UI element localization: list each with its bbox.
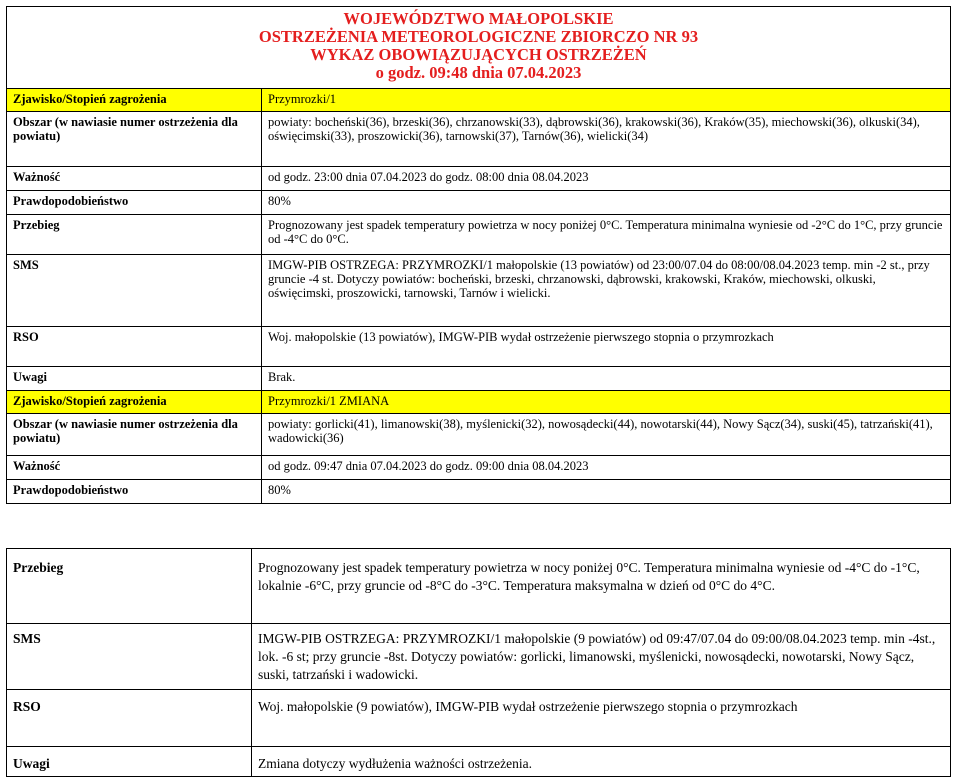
row-value: Prognozowany jest spadek temperatury powietrza w nocy poniżej 0°C. Temperatura minimalna wyniesie od -2°C do 1°C, przy gruncie od -4°C do 0°C. xyxy=(262,215,951,255)
row-label: Ważność xyxy=(7,167,262,191)
row-label: Ważność xyxy=(7,456,262,480)
row-label: Uwagi xyxy=(7,367,262,391)
row-label: RSO xyxy=(7,690,252,747)
row-label: Obszar (w nawiasie numer ostrzeżenia dla powiatu) xyxy=(7,112,262,167)
row-value: Przymrozki/1 xyxy=(262,89,951,112)
warnings-table-1 xyxy=(6,6,951,504)
table-row xyxy=(7,255,951,327)
document-title xyxy=(7,7,951,89)
row-value: powiaty: bocheński(36), brzeski(36), chrzanowski(33), dąbrowski(36), krakowski(36), Kraków(35), miechowski(36), olkuski(34), oświęcimski(33), proszowicki(36), tarnowski(37), Tarnów(36), wielicki(34) xyxy=(262,112,951,167)
row-value: Zmiana dotyczy wydłużenia ważności ostrzeżenia. xyxy=(252,747,951,777)
row-label: SMS xyxy=(7,255,262,327)
table-row xyxy=(7,747,951,777)
row-value: IMGW-PIB OSTRZEGA: PRZYMROZKI/1 małopolskie (13 powiatów) od 23:00/07.04 do 08:00/08.04.2023 temp. min -2 st., przy gruncie -4 st. Dotyczy powiatów: bocheński, brzeski, chrzanowski, dąbrowski, krakowski, Kraków, miechowski, olkuski, oświęcimski, proszowicki, tarnowski, Tarnów i wielicki. xyxy=(262,255,951,327)
title-line-3: WYKAZ OBOWIĄZUJĄCYCH OSTRZEŻEŃ xyxy=(310,45,647,64)
row-label: Uwagi xyxy=(7,747,252,777)
row-label: SMS xyxy=(7,624,252,690)
table-row xyxy=(7,215,951,255)
row-value: powiaty: gorlicki(41), limanowski(38), myślenicki(32), nowosądecki(44), nowotarski(44), Nowy Sącz(34), suski(45), tatrzański(41), wadowicki(36) xyxy=(262,414,951,456)
row-value: 80% xyxy=(262,480,951,504)
row-label: Prawdopodobieństwo xyxy=(7,191,262,215)
table-row xyxy=(7,391,951,414)
row-label: Obszar (w nawiasie numer ostrzeżenia dla powiatu) xyxy=(7,414,262,456)
warnings-table-2 xyxy=(6,548,951,777)
row-value: od godz. 23:00 dnia 07.04.2023 do godz. 08:00 dnia 08.04.2023 xyxy=(262,167,951,191)
table-row xyxy=(7,112,951,167)
table-row xyxy=(7,191,951,215)
row-value: Prognozowany jest spadek temperatury powietrza w nocy poniżej 0°C. Temperatura minimalna wyniesie od -4°C do -1°C, lokalnie -6°C, przy gruncie od -8°C do -3°C. Temperatura maksymalna w dzień od 0°C do 4°C. xyxy=(252,549,951,624)
row-label: Prawdopodobieństwo xyxy=(7,480,262,504)
table-row xyxy=(7,367,951,391)
title-line-2: OSTRZEŻENIA METEOROLOGICZNE ZBIORCZO NR 93 xyxy=(258,27,699,46)
table-row xyxy=(7,549,951,624)
title-line-1: WOJEWÓDZTWO MAŁOPOLSKIE xyxy=(343,9,614,28)
row-value: Woj. małopolskie (9 powiatów), IMGW-PIB wydał ostrzeżenie pierwszego stopnia o przymrozkach xyxy=(252,690,951,747)
row-label: Przebieg xyxy=(7,549,252,624)
row-label: Zjawisko/Stopień zagrożenia xyxy=(7,89,262,112)
row-value: Woj. małopolskie (13 powiatów), IMGW-PIB wydał ostrzeżenie pierwszego stopnia o przymrozkach xyxy=(262,327,951,367)
table-row xyxy=(7,690,951,747)
table-row xyxy=(7,327,951,367)
row-value: od godz. 09:47 dnia 07.04.2023 do godz. 09:00 dnia 08.04.2023 xyxy=(262,456,951,480)
row-label: Przebieg xyxy=(7,215,262,255)
table-row xyxy=(7,89,951,112)
header-row xyxy=(7,7,951,89)
row-value: Brak. xyxy=(262,367,951,391)
row-label: RSO xyxy=(7,327,262,367)
row-value: IMGW-PIB OSTRZEGA: PRZYMROZKI/1 małopolskie (9 powiatów) od 09:47/07.04 do 09:00/08.04.2023 temp. min -4st., lok. -6 st; przy gruncie -8st. Dotyczy powiatów: gorlicki, limanowski, myślenicki, nowosądecki, nowotarski, Nowy Sącz, suski, tatrzański i wadowicki. xyxy=(252,624,951,690)
table-row xyxy=(7,167,951,191)
row-label: Zjawisko/Stopień zagrożenia xyxy=(7,391,262,414)
table-row xyxy=(7,414,951,456)
row-value: 80% xyxy=(262,191,951,215)
title-line-4: o godz. 09:48 dnia 07.04.2023 xyxy=(375,63,582,82)
row-value: Przymrozki/1 ZMIANA xyxy=(262,391,951,414)
table-row xyxy=(7,480,951,504)
table-row xyxy=(7,624,951,690)
table-row xyxy=(7,456,951,480)
